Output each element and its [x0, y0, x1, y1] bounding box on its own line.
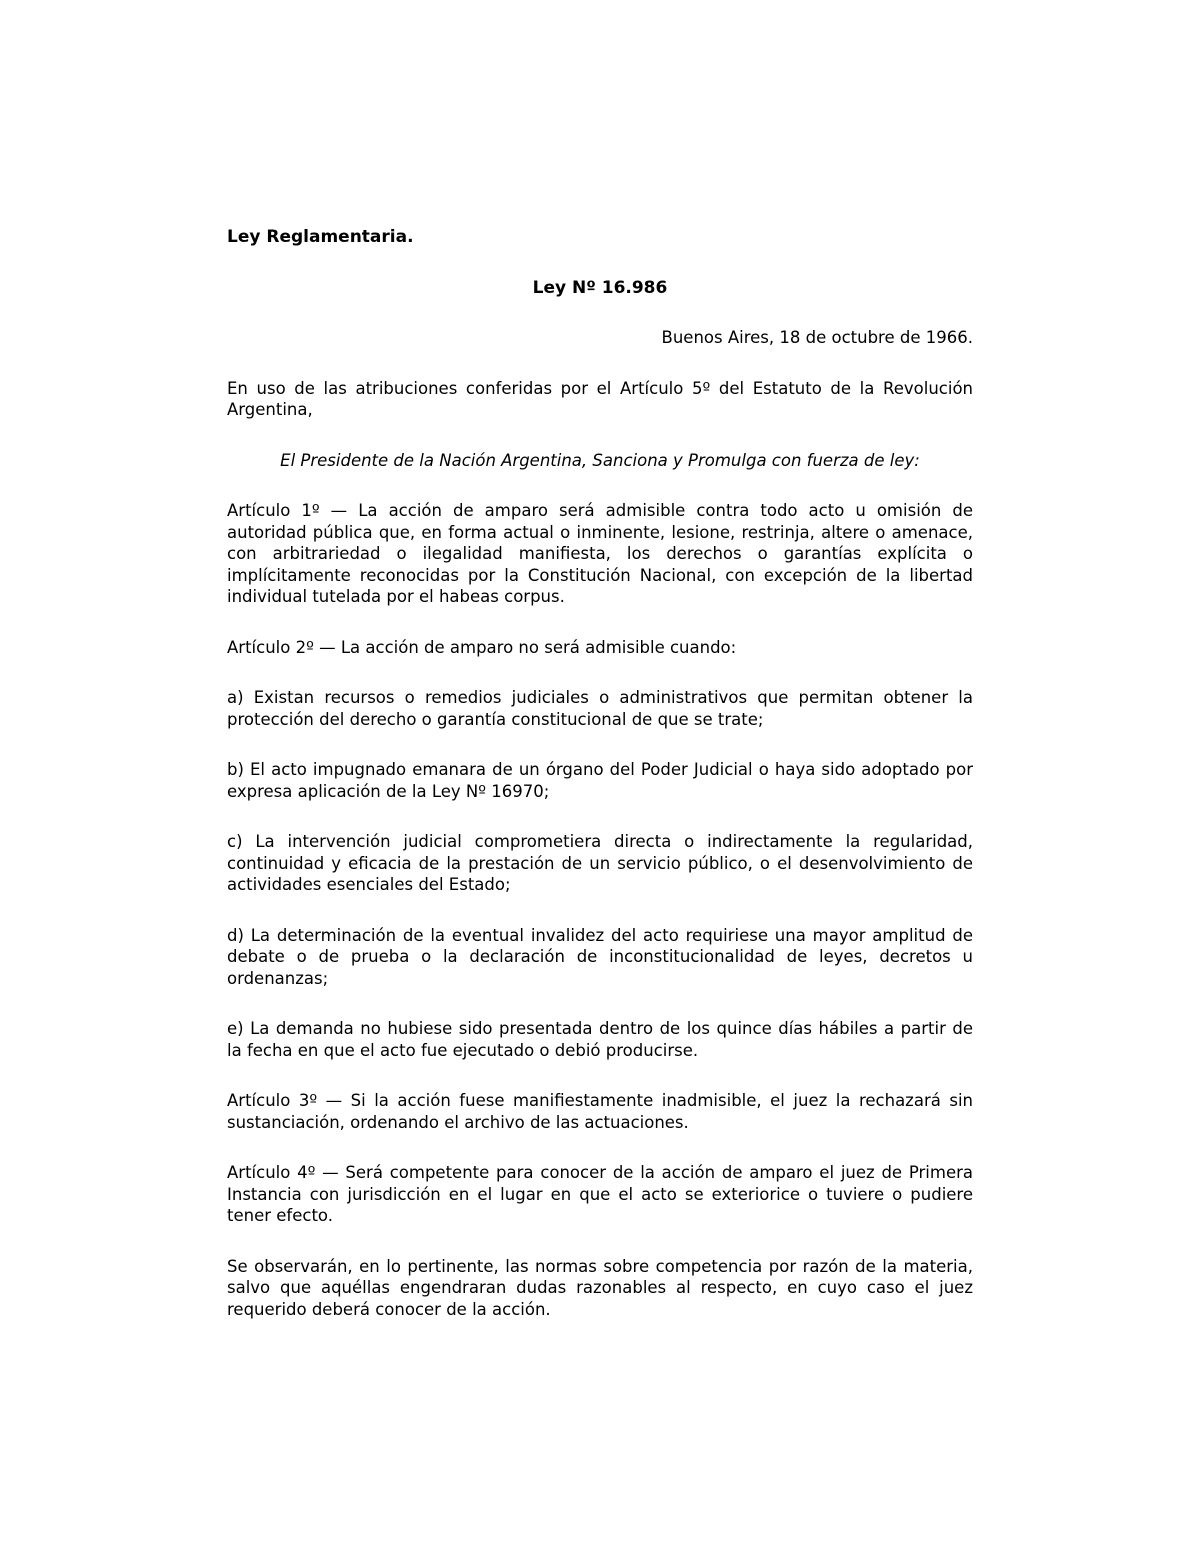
article-2-item-d: d) La determinación de la eventual invalidez del acto requiriese una mayor amplitud de debate o de prueba o la declaración de inconstitucionalidad de leyes, decretos u ordenanzas; [227, 925, 973, 988]
article-3: Artículo 3º — Si la acción fuese manifiestamente inadmisible, el juez la rechazará sin sustanciación, ordenando el archivo de las actuaciones. [227, 1091, 973, 1132]
article-2-item-e: e) La demanda no hubiese sido presentada dentro de los quince días hábiles a partir de la fecha en que el acto fue ejecutado o debió producirse. [227, 1019, 973, 1060]
article-2-item-a: a) Existan recursos o remedios judiciales o administrativos que permitan obtener la protección del derecho o garantía constitucional de que se trate; [227, 688, 973, 729]
document-page [227, 226, 973, 1349]
preamble: En uso de las atribuciones conferidas por el Artículo 5º del Estatuto de la Revolución Argentina, [227, 378, 973, 419]
article-1: Artículo 1º — La acción de amparo será admisible contra todo acto u omisión de autoridad pública que, en forma actual o inminente, lesione, restrinja, altere o amenace, con arbitrariedad o ilegalidad manifiesta, los derechos o garantías explícita o implícitamente reconocidas por la Constitución Nacional, con excepción de la libertad individual tutelada por el habeas corpus. [227, 501, 973, 606]
enactment-clause: El Presidente de la Nación Argentina, Sanciona y Promulga con fuerza de ley: [280, 450, 920, 470]
article-2-item-b: b) El acto impugnado emanara de un órgano del Poder Judicial o haya sido adoptado por expresa aplicación de la Ley Nº 16970; [227, 760, 973, 801]
article-4: Artículo 4º — Será competente para conocer de la acción de amparo el juez de Primera Instancia con jurisdicción en el lugar en que el acto se exteriorice o tuviere o pudiere tener efecto. [227, 1163, 973, 1225]
law-number: Ley Nº 16.986 [532, 278, 668, 298]
date-line: Buenos Aires, 18 de octubre de 1966. [661, 328, 973, 347]
document-heading: Ley Reglamentaria. [227, 227, 414, 247]
article-4-paragraph-2: Se observarán, en lo pertinente, las normas sobre competencia por razón de la materia, salvo que aquéllas engendraran dudas razonables al respecto, en cuyo caso el juez requerido deberá conocer de la acción. [227, 1256, 973, 1319]
article-2: Artículo 2º — La acción de amparo no será admisible cuando: [227, 637, 737, 657]
article-2-item-c: c) La intervención judicial comprometiera directa o indirectamente la regularidad, continuidad y eficacia de la prestación de un servicio público, o el desenvolvimiento de actividades esenciales del Estado; [227, 832, 973, 894]
